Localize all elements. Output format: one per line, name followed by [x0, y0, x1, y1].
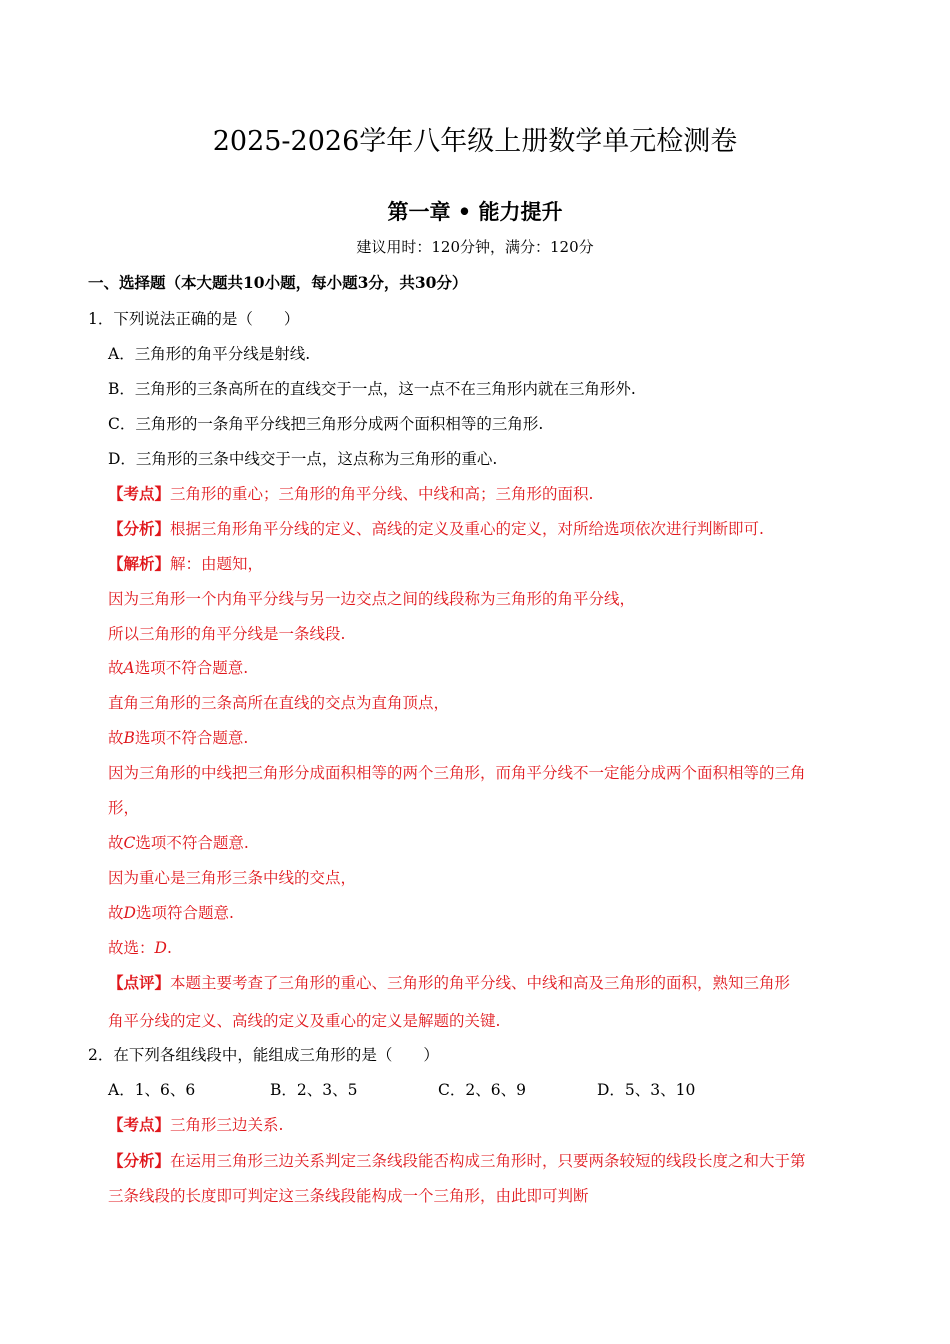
- solution-text: 选项不符合题意.: [134, 659, 249, 677]
- solution-text: .: [166, 939, 172, 957]
- question-1-jiexi: [108, 553, 263, 575]
- jiexi-text: 解：由题知，: [170, 555, 264, 573]
- jiexi-tag: 【解析】: [108, 554, 171, 573]
- solution-line: 形，: [108, 799, 140, 817]
- solution-line: 因为重心是三角形三条中线的交点，: [108, 869, 357, 887]
- solution-text: 故: [108, 904, 124, 922]
- solution-line: 因为三角形一个内角平分线与另一边交点之间的线段称为三角形的角平分线，: [108, 590, 636, 608]
- question-1-option-d: D．三角形的三条中线交于一点，这点称为三角形的重心.: [108, 450, 498, 468]
- question-1-kaodian: [108, 483, 593, 505]
- question-1-option-a: A．三角形的角平分线是射线.: [108, 345, 311, 363]
- solution-text: 选项不符合题意.: [135, 834, 249, 852]
- page-title: 2025-2026学年八年级上册数学单元检测卷: [212, 126, 738, 157]
- solution-line: [108, 727, 248, 749]
- solution-text: 故: [108, 659, 124, 677]
- question-2-stem: 2．在下列各组线段中，能组成三角形的是（ ）: [88, 1046, 439, 1064]
- time-score-info: 建议用时：120分钟，满分：120分: [356, 238, 594, 256]
- solution-text: 选项符合题意.: [135, 904, 234, 922]
- option-variable: C: [123, 834, 136, 852]
- question-1-dianping-cont: 角平分线的定义、高线的定义及重心的定义是解题的关键.: [108, 1012, 501, 1030]
- question-2-fenxi: [108, 1150, 806, 1172]
- kaodian-text: 三角形三边关系.: [170, 1116, 284, 1134]
- question-2-kaodian: [108, 1114, 283, 1136]
- fenxi-tag: 【分析】: [108, 1151, 171, 1170]
- fenxi-tag: 【分析】: [108, 519, 171, 538]
- dianping-tag: 【点评】: [108, 973, 171, 992]
- solution-text: 故: [108, 834, 124, 852]
- kaodian-tag: 【考点】: [108, 1115, 171, 1134]
- question-2-option-b: B．2、3、5: [270, 1081, 358, 1099]
- question-2-fenxi-cont: 三条线段的长度即可判定这三条线段能构成一个三角形，由此即可判断: [108, 1187, 589, 1205]
- question-1-option-c: C．三角形的一条角平分线把三角形分成两个面积相等的三角形.: [108, 415, 544, 433]
- solution-line: [108, 832, 249, 854]
- solution-line: 因为三角形的中线把三角形分成面积相等的两个三角形，而角平分线不一定能分成两个面积相等的三角: [108, 764, 806, 782]
- question-1-option-b: B．三角形的三条高所在的直线交于一点，这一点不在三角形内就在三角形外.: [108, 380, 636, 398]
- fenxi-text: 根据三角形角平分线的定义、高线的定义及重心的定义，对所给选项依次进行判断即可.: [170, 520, 764, 538]
- kaodian-tag: 【考点】: [108, 484, 171, 503]
- solution-text: 故: [108, 729, 124, 747]
- question-1-fenxi: [108, 518, 764, 540]
- kaodian-text: 三角形的重心；三角形的角平分线、中线和高；三角形的面积.: [170, 485, 594, 503]
- question-2-option-a: A．1、6、6: [108, 1081, 196, 1099]
- option-variable: D: [123, 904, 136, 922]
- dianping-text: 本题主要考查了三角形的重心、三角形的角平分线、中线和高及三角形的面积，熟知三角形: [170, 974, 791, 992]
- fenxi-text: 在运用三角形三边关系判定三条线段能否构成三角形时，只要两条较短的线段长度之和大于第: [170, 1152, 806, 1170]
- solution-line: [108, 902, 234, 924]
- solution-text: 选项不符合题意.: [134, 729, 249, 747]
- option-variable: D: [154, 939, 167, 957]
- solution-line: 直角三角形的三条高所在直线的交点为直角顶点，: [108, 694, 450, 712]
- question-1-dianping: [108, 972, 790, 994]
- option-variable: B: [123, 729, 135, 747]
- solution-line: 所以三角形的角平分线是一条线段.: [108, 625, 346, 643]
- question-2-option-c: C．2、6、9: [438, 1081, 526, 1099]
- section-heading: 一、选择题（本大题共10小题，每小题3分，共30分）: [88, 273, 468, 292]
- solution-text: 故选：: [108, 939, 155, 957]
- solution-line: [108, 657, 248, 679]
- chapter-subtitle: 第一章 • 能力提升: [387, 199, 563, 224]
- question-2-option-d: D．5、3、10: [597, 1081, 696, 1099]
- question-1-stem: 1．下列说法正确的是（ ）: [88, 310, 300, 328]
- option-variable: A: [123, 659, 135, 677]
- solution-answer: [108, 937, 172, 959]
